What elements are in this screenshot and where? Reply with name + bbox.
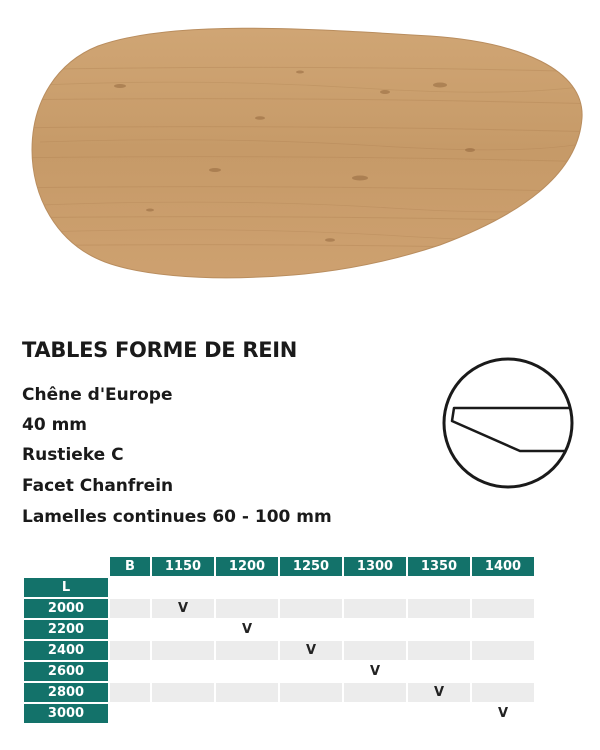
length-header: 3000 — [24, 704, 108, 723]
table-cell — [280, 683, 342, 702]
b-header: B — [110, 557, 150, 576]
spec-grade: Rustieke C — [22, 445, 124, 465]
width-header: 1250 — [280, 557, 342, 576]
table-cell — [216, 662, 278, 681]
width-header: 1400 — [472, 557, 534, 576]
width-header: 1350 — [408, 557, 470, 576]
table-row — [24, 599, 534, 618]
spec-thickness: 40 mm — [22, 415, 88, 435]
table-cell — [408, 620, 470, 639]
width-header: 1300 — [344, 557, 406, 576]
table-cell — [408, 704, 470, 723]
availability-mark: V — [408, 683, 470, 702]
table-row — [24, 683, 534, 702]
table-cell — [216, 683, 278, 702]
table-row — [24, 641, 534, 660]
table-cell — [152, 683, 214, 702]
spec-lamellas: Lamelles continues 60 - 100 mm — [22, 507, 332, 527]
table-cell — [408, 599, 470, 618]
table-cell — [280, 704, 342, 723]
table-row — [24, 620, 534, 639]
table-cell — [216, 599, 278, 618]
table-corner — [24, 557, 108, 576]
table-cell — [152, 641, 214, 660]
table-cell — [408, 662, 470, 681]
length-header: 2400 — [24, 641, 108, 660]
table-cell — [216, 641, 278, 660]
table-cell — [344, 641, 406, 660]
table-cell — [152, 704, 214, 723]
availability-mark: V — [472, 704, 534, 723]
table-cell — [472, 599, 534, 618]
l-header: L — [24, 578, 108, 597]
table-cell — [472, 662, 534, 681]
table-row — [24, 662, 534, 681]
availability-mark: V — [216, 620, 278, 639]
table-cell — [280, 620, 342, 639]
dimension-table — [22, 557, 536, 723]
availability-mark: V — [344, 662, 406, 681]
table-cell — [152, 620, 214, 639]
table-cell — [280, 599, 342, 618]
table-cell — [280, 662, 342, 681]
availability-mark: V — [280, 641, 342, 660]
table-cell — [472, 641, 534, 660]
table-cell — [408, 641, 470, 660]
table-cell — [344, 683, 406, 702]
table-cell — [344, 599, 406, 618]
product-title: TABLES FORME DE REIN — [22, 338, 298, 362]
spec-edge-finish: Facet Chanfrein — [22, 476, 174, 496]
table-cell — [216, 704, 278, 723]
length-header: 2200 — [24, 620, 108, 639]
table-cell — [472, 683, 534, 702]
table-cell — [472, 620, 534, 639]
width-header: 1200 — [216, 557, 278, 576]
table-row — [24, 704, 534, 723]
length-header: 2800 — [24, 683, 108, 702]
table-cell — [152, 662, 214, 681]
length-header: 2600 — [24, 662, 108, 681]
length-header: 2000 — [24, 599, 108, 618]
wood-tabletop-image — [0, 0, 600, 300]
width-header: 1150 — [152, 557, 214, 576]
table-cell — [344, 704, 406, 723]
table-cell — [344, 620, 406, 639]
chamfer-edge-profile-icon — [440, 352, 576, 494]
availability-mark: V — [152, 599, 214, 618]
spec-wood-type: Chêne d'Europe — [22, 385, 173, 405]
